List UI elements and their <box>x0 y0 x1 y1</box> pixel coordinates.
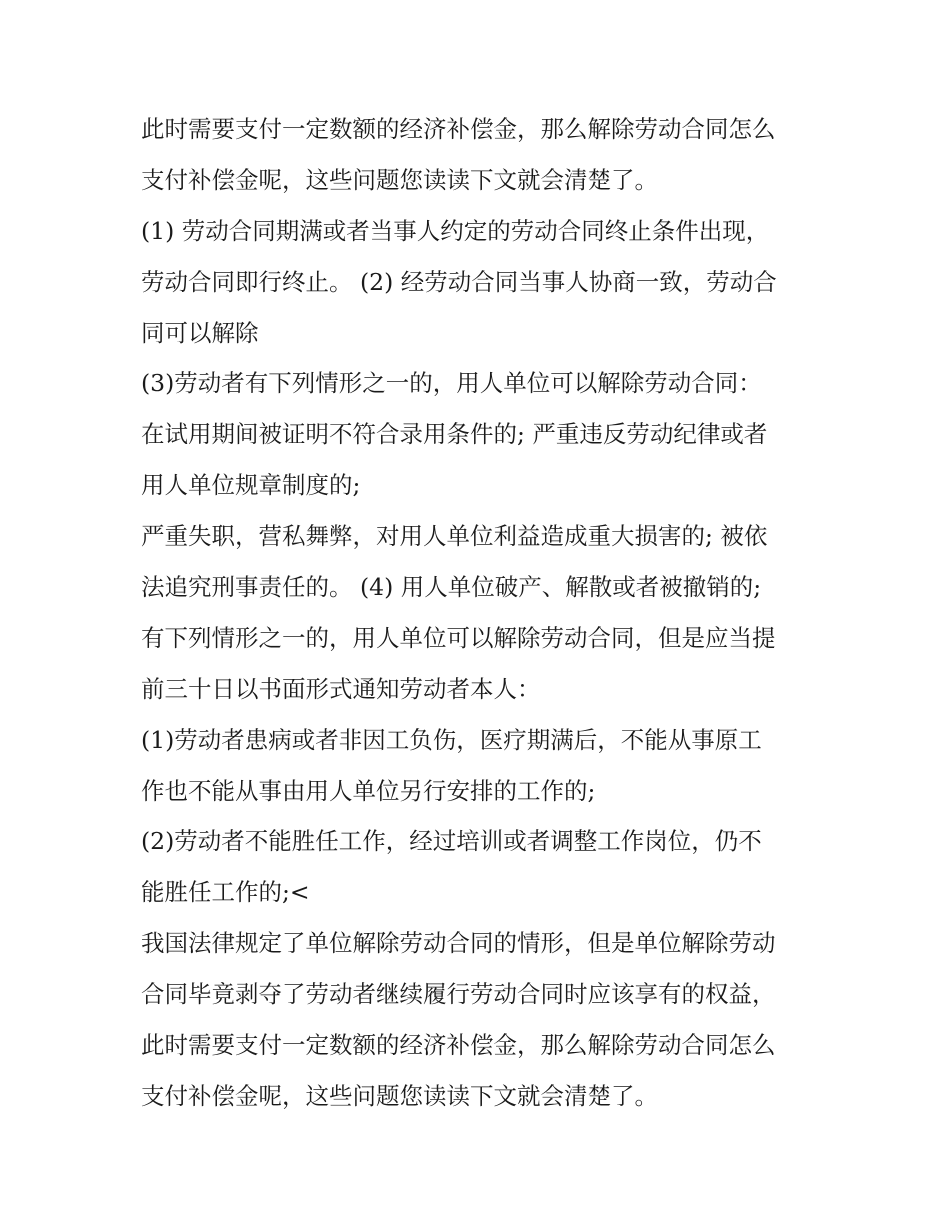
text-line: (1)劳动者患病或者非因工负伤，医疗期满后，不能从事原工 <box>141 725 762 754</box>
text-line: 此时需要支付一定数额的经济补偿金，那么解除劳动合同怎么 <box>141 1031 776 1060</box>
text-line: 法追究刑事责任的。 (4) 用人单位破产、解散或者被撤销的; <box>141 573 762 602</box>
text-line: 在试用期间被证明不符合录用条件的; 严重违反劳动纪律或者 <box>141 420 768 449</box>
text-line: 劳动合同即行终止。 (2) 经劳动合同当事人协商一致，劳动合 <box>141 267 777 296</box>
text-line: 能胜任工作的;< <box>141 878 310 907</box>
text-line: (1) 劳动合同期满或者当事人约定的劳动合同终止条件出现， <box>141 216 770 245</box>
text-line: 我国法律规定了单位解除劳动合同的情形，但是单位解除劳动 <box>141 929 776 958</box>
text-line: (3)劳动者有下列情形之一的，用人单位可以解除劳动合同： <box>141 369 762 398</box>
text-line: 用人单位规章制度的; <box>141 471 361 500</box>
text-line: (2)劳动者不能胜任工作，经过培训或者调整工作岗位，仍不 <box>141 827 762 856</box>
text-line: 合同毕竟剥夺了劳动者继续履行劳动合同时应该享有的权益， <box>141 980 776 1009</box>
text-line: 支付补偿金呢，这些问题您读读下文就会清楚了。 <box>141 165 658 194</box>
text-line: 有下列情形之一的，用人单位可以解除劳动合同，但是应当提 <box>141 623 776 652</box>
text-line: 支付补偿金呢，这些问题您读读下文就会清楚了。 <box>141 1081 658 1110</box>
text-line: 严重失职，营私舞弊，对用人单位利益造成重大损害的; 被依 <box>141 522 768 551</box>
text-line: 作也不能从事由用人单位另行安排的工作的; <box>141 776 596 805</box>
body-text <box>141 104 831 1122</box>
text-line: 同可以解除 <box>141 318 259 347</box>
text-line: 前三十日以书面形式通知劳动者本人： <box>141 674 541 703</box>
text-line: 此时需要支付一定数额的经济补偿金，那么解除劳动合同怎么 <box>141 115 776 143</box>
